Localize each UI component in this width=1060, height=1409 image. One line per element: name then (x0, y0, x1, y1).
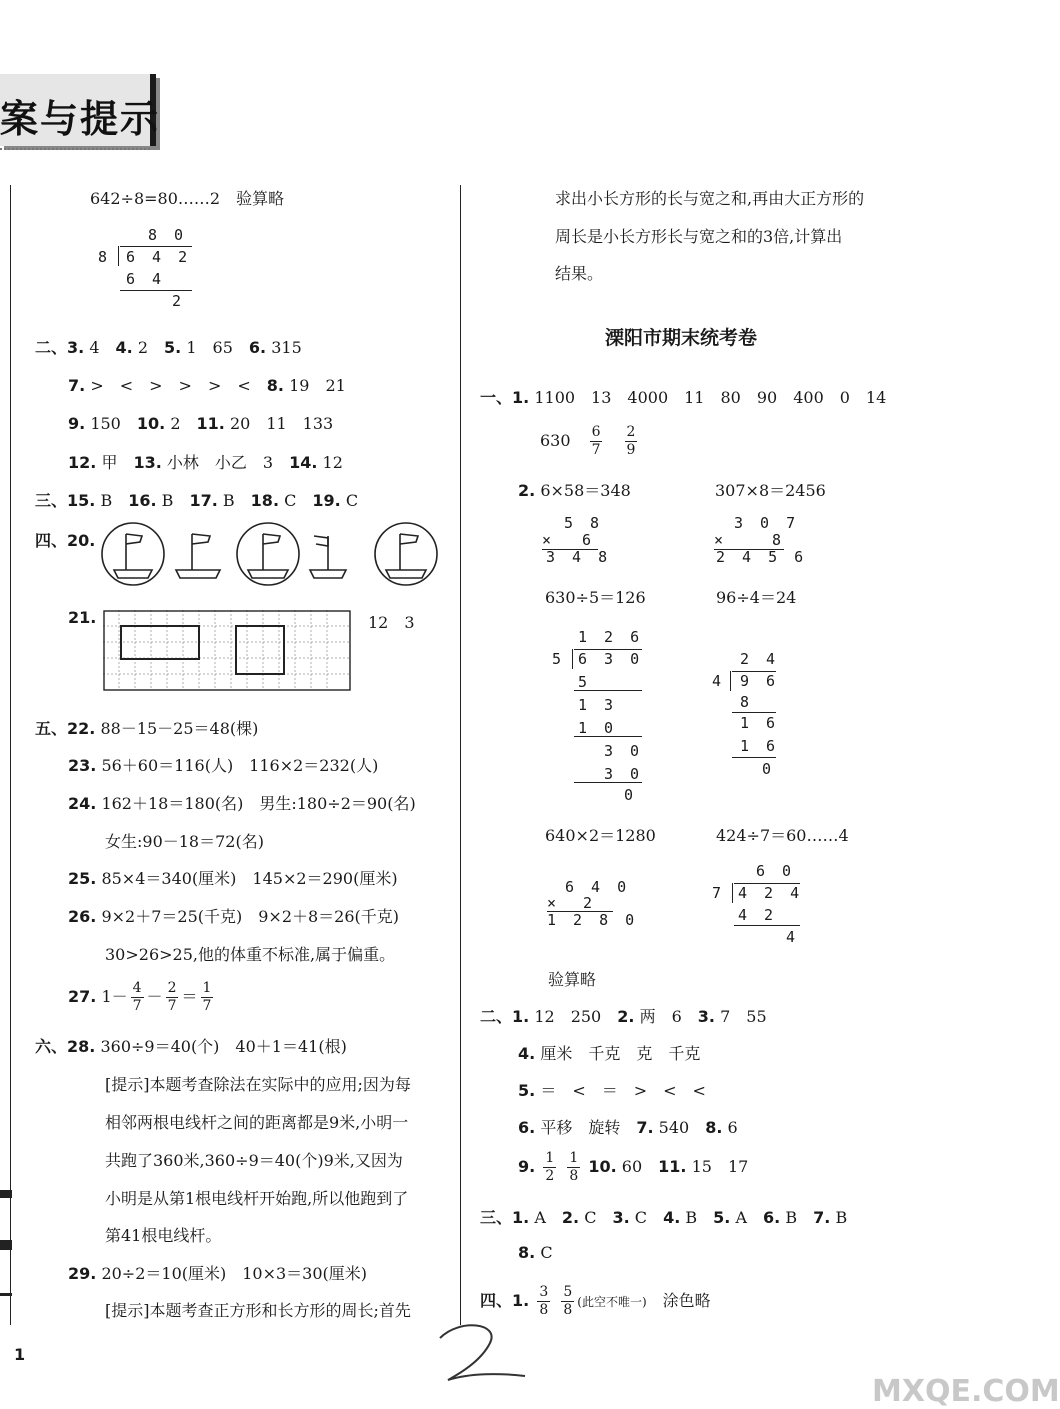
check-omitted: 验算略 (548, 970, 597, 989)
mult-307x8: 3 0 7 × 8 2 4 5 6 (714, 514, 808, 566)
mult-58x6: 5 8 × 6 3 4 8 (542, 514, 612, 566)
remainder: 2 (172, 292, 186, 310)
r-section-2-row-3: 5. ＝ < ＝ > < < (518, 1081, 706, 1100)
answer-21: 12 3 (368, 613, 415, 632)
subtrahend: 6 4 (126, 270, 166, 288)
q25: 25. 85×4＝340(厘米) 145×2＝290(厘米) (68, 869, 398, 888)
q28: 六、28. 360÷9＝40(个) 40＋1＝41(根) (35, 1037, 347, 1056)
hint-28-line-4: 小明是从第1根电线杆开始跑,所以他跑到了 (105, 1189, 409, 1208)
q29: 29. 20÷2＝10(厘米) 10×3＝30(厘米) (68, 1264, 368, 1283)
subtraction-line (120, 290, 192, 291)
grid-rectangles (103, 610, 351, 692)
division-bar (734, 883, 800, 884)
division-bracket (732, 883, 733, 903)
hint-28-line-2: 相邻两根电线杆之间的距离都是9米,小明一 (105, 1113, 409, 1132)
mult-640x2: 6 4 0 × 2 1 2 8 0 (547, 878, 639, 929)
margin-mark (0, 1240, 12, 1250)
section-4-q21: 21. (68, 608, 97, 627)
fraction: $\frac{6}{7}$ (591, 424, 601, 458)
long-division-96: 2 4 4 9 6 8 1 6 1 6 0 (712, 650, 780, 778)
q27: 27. 1－ $\frac{4}{7}$ － $\frac{2}{7}$ ＝ $\frac{1}{7}$ (68, 980, 212, 1014)
divisor: 8 (98, 248, 112, 266)
circle-icon (375, 523, 437, 585)
continued-line-1: 求出小长方形的长与宽之和,再由大正方形的 (555, 189, 865, 208)
circle-icon (102, 523, 164, 585)
mult-line (547, 911, 613, 912)
q24-line-2: 女生:90－18＝72(名) (105, 832, 264, 851)
expr-630div5: 630÷5＝126 (545, 588, 646, 607)
r-section-2-row-2: 4. 厘米 千克 克 千克 (518, 1044, 701, 1063)
r-section-2-row-5: 9. $\frac{1}{2}$ $\frac{1}{8}$ 10. 60 11. 15 17 (518, 1150, 749, 1184)
handwritten-mark (430, 1318, 530, 1388)
r-section-4: 四、1. $\frac{3}{8}$ $\frac{5}{8}$ (此空不唯一) 涂色略 (480, 1284, 711, 1318)
continued-line-3: 结果。 (555, 264, 604, 283)
left-margin-line (10, 185, 11, 1325)
q22: 五、22. 88－15－25＝48(棵) (35, 719, 259, 738)
expr-96div4: 96÷4＝24 (716, 588, 797, 607)
r-q1-line-2: 630 $\frac{6}{7}$ $\frac{2}{9}$ (540, 424, 636, 458)
fraction: $\frac{3}{8}$ (539, 1284, 549, 1318)
header-divider (0, 148, 150, 150)
division-bracket (572, 649, 573, 669)
q24: 24. 162＋18＝180(名) 男生:180÷2＝90(名) (68, 794, 416, 813)
subtraction-line (574, 736, 642, 737)
hint-28-line-1: [提示]本题考查除法在实际中的应用;因为每 (105, 1075, 411, 1094)
long-division-424: 6 0 7 4 2 4 4 2 4 (712, 862, 804, 946)
section-2-row-2: 7. > < > > > < 8. 19 21 (68, 376, 346, 395)
continued-line-2: 周长是小长方形长与宽之和的3倍,计算出 (555, 227, 843, 246)
margin-mark (0, 1190, 12, 1198)
dividend: 6 4 2 (126, 248, 192, 266)
division-bar (732, 671, 776, 672)
section-2-row-1: 二、3. 4 4. 2 5. 1 65 6. 315 (35, 338, 302, 357)
page-title: 案与提示 (0, 97, 161, 141)
fraction: $\frac{4}{7}$ (132, 980, 142, 1014)
division-bracket (118, 246, 119, 266)
fraction: $\frac{1}{8}$ (569, 1150, 579, 1184)
fraction: $\frac{1}{7}$ (202, 980, 212, 1014)
subtraction-line (732, 712, 776, 713)
subtraction-line (732, 757, 776, 758)
division-bar (574, 649, 642, 650)
fraction: $\frac{5}{8}$ (563, 1284, 573, 1318)
division-bracket (730, 671, 731, 691)
section-3: 三、15. B 16. B 17. B 18. C 19. C (35, 491, 359, 510)
r-q1: 一、1. 1100 13 4000 11 80 90 400 0 14 (480, 388, 887, 407)
subtraction-line (574, 690, 642, 691)
margin-mark (0, 1293, 12, 1296)
q23: 23. 56＋60＝116(人) 116×2＝232(人) (68, 756, 379, 775)
circle-icon (237, 523, 299, 585)
column-divider (460, 185, 461, 1325)
fraction: $\frac{2}{9}$ (626, 424, 636, 458)
q26-line-2: 30>26>25,他的体重不标准,属于偏重。 (105, 945, 396, 964)
fraction: $\frac{2}{7}$ (167, 980, 177, 1014)
subtraction-line (574, 782, 642, 783)
hint-label: [提示] (105, 1075, 150, 1094)
r-section-3: 三、1. A 2. C 3. C 4. B 5. A 6. B 7. B (480, 1208, 848, 1227)
section-2-row-3: 9. 150 10. 2 11. 20 11 133 (68, 414, 334, 433)
hint-28-line-3: 共跑了360米,360÷9＝40(个)9米,又因为 (105, 1151, 403, 1170)
page-number: 1 (14, 1345, 26, 1364)
r-section-2-row-1: 二、1. 12 250 2. 两 6 3. 7 55 (480, 1007, 767, 1026)
q26: 26. 9×2＋7＝25(千克) 9×2＋8＝26(千克) (68, 907, 400, 926)
mult-line (542, 549, 598, 550)
hint-29: [提示]本题考查正方形和长方形的周长;首先 (105, 1301, 411, 1320)
long-division-642 (96, 226, 206, 316)
section-4-q20: 四、20. (35, 531, 96, 550)
subtraction-line (734, 925, 800, 926)
division-expression: 642÷8=80……2 验算略 (90, 189, 285, 208)
long-division-630: 1 2 6 5 6 3 0 5 1 3 1 0 3 0 3 0 0 (552, 628, 644, 804)
expr-307x8: 307×8＝2456 (715, 481, 826, 500)
r-q2: 2. 6×58＝348 (518, 481, 631, 500)
r-section-3-item-8: 8. C (518, 1243, 553, 1262)
watermark: MXQE.COM (872, 1374, 1060, 1409)
section-2-row-4: 12. 甲 13. 小林 小乙 3 14. 12 (68, 453, 343, 472)
quotient: 8 0 (148, 226, 188, 244)
division-bar (120, 246, 192, 247)
flag-boat-figures (100, 520, 445, 588)
r-section-2-row-4: 6. 平移 旋转 7. 540 8. 6 (518, 1118, 738, 1137)
expr-424div7: 424÷7＝60……4 (716, 826, 849, 845)
exam-title: 溧阳市期末统考卷 (605, 327, 758, 349)
fraction: $\frac{1}{2}$ (545, 1150, 555, 1184)
hint-label: [提示] (105, 1301, 150, 1320)
expr-640x2: 640×2＝1280 (545, 826, 656, 845)
hint-28-line-5: 第41根电线杆。 (105, 1226, 222, 1245)
mult-line (714, 549, 784, 550)
